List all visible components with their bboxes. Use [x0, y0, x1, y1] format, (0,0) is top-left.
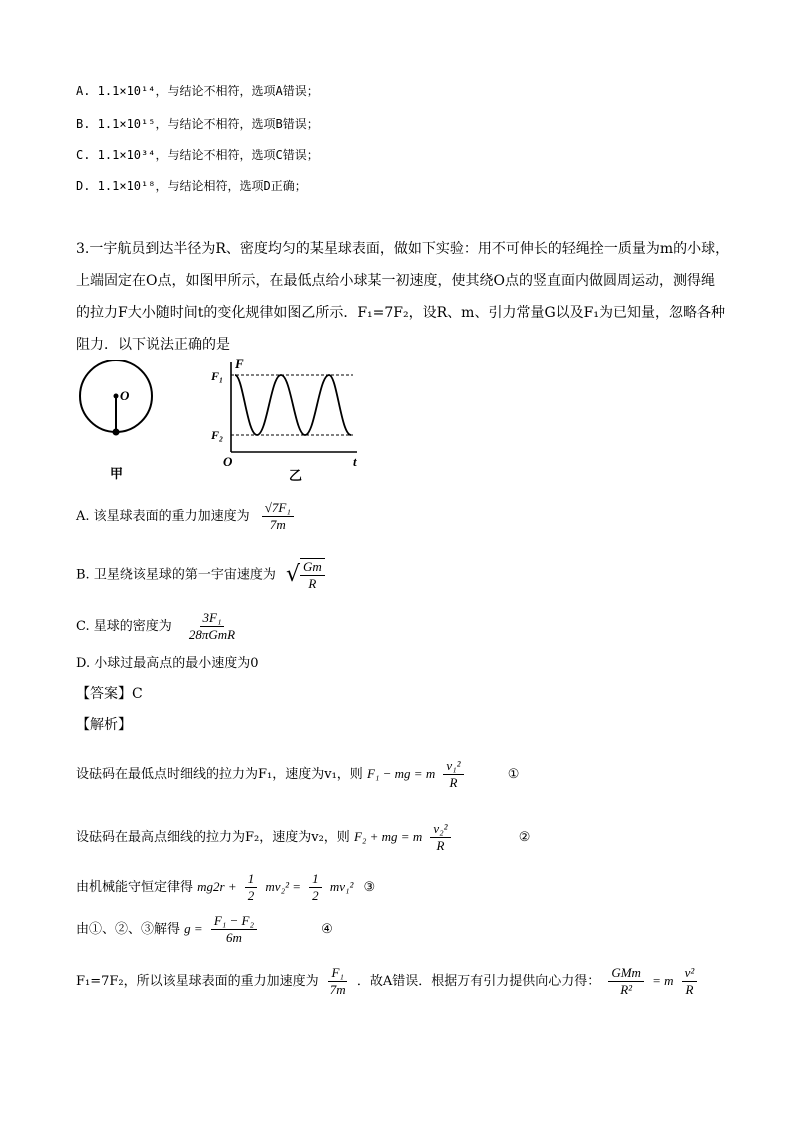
- choice-b-fraction: [300, 558, 325, 592]
- step-text: 设砝码在最低点时细线的拉力为F₁，速度为v₁，则: [76, 767, 363, 782]
- step-fraction: [608, 965, 644, 998]
- step-fraction: [443, 758, 463, 791]
- question-line-2: 上端固定在O点，如图甲所示，在最低点给小球某一初速度，使其绕O点的竖直面内做圆周运动，测得绳: [76, 273, 715, 289]
- step-equation: mv₁²: [329, 879, 354, 894]
- option-b-prev: [76, 115, 319, 134]
- fraction-denominator: R²: [620, 982, 633, 997]
- step-marker: ③: [363, 880, 376, 895]
- label-yi: 乙: [289, 469, 303, 484]
- label-o: O: [120, 388, 130, 403]
- step-fraction: [682, 965, 698, 998]
- analysis-step-5: [76, 962, 701, 1001]
- label-jia: 甲: [110, 467, 124, 482]
- fraction-numerator: F₁: [328, 965, 346, 982]
- step-marker: ②: [518, 830, 531, 845]
- analysis-title: 【解析】: [76, 717, 132, 733]
- step-equation: F₁ − mg = m: [366, 766, 436, 781]
- fraction-denominator: 28πGmR: [188, 627, 236, 642]
- fraction-denominator: 2: [247, 888, 255, 903]
- figure-yi: [205, 356, 365, 486]
- analysis-step-4: [76, 910, 333, 949]
- question-line-4: 阻力．以下说法正确的是: [76, 337, 230, 353]
- fraction-denominator: R: [436, 838, 445, 853]
- choice-b-text: B. 卫星绕该星球的第一宇宙速度为: [76, 567, 276, 583]
- half-fraction: [245, 871, 258, 904]
- fraction-numerator: v₁²: [443, 758, 463, 775]
- step-equation: mv₂² =: [265, 879, 302, 894]
- step-text: F₁=7F₂，所以该星球表面的重力加速度为: [76, 974, 319, 989]
- step-equation: = m: [652, 973, 674, 988]
- fraction-numerator: v₂²: [430, 821, 450, 838]
- step-equation: g =: [184, 921, 203, 936]
- fraction-numerator: v²: [682, 965, 698, 982]
- choice-b: [76, 556, 329, 595]
- label-f: F: [235, 356, 244, 371]
- fraction-denominator: 2: [312, 888, 319, 903]
- step-marker: ①: [507, 767, 520, 782]
- fraction-numerator: √7F₁: [262, 500, 294, 517]
- analysis-step-1: [76, 755, 519, 794]
- label-f1: F₁: [211, 369, 224, 383]
- choice-c-text: C. 星球的密度为: [76, 619, 172, 634]
- choice-a-fraction: [262, 500, 294, 533]
- figure-jia: [76, 360, 160, 485]
- answer: 【答案】C: [76, 686, 143, 702]
- choice-d: D. 小球过最高点的最小速度为0: [76, 656, 259, 671]
- option-text: B. 1.1×10¹⁵，与结论不相符，选项B错误；: [76, 117, 319, 131]
- choice-a: [76, 498, 298, 536]
- step-fraction: [430, 821, 450, 854]
- option-text: C. 1.1×10³⁴，与结论不相符，选项C错误；: [76, 148, 319, 162]
- fraction-numerator: GMm: [608, 965, 644, 982]
- question-line-1: 3.一宇航员到达半径为R、密度均匀的某星球表面，做如下实验：用不可伸长的轻绳拴一质量为m的小球，: [76, 241, 730, 257]
- analysis-step-3: [76, 868, 375, 907]
- step-fraction: [327, 965, 349, 998]
- step-fraction: [211, 913, 257, 946]
- fraction-numerator: F₁ − F₂: [211, 913, 257, 930]
- label-t: t: [353, 454, 357, 469]
- choice-c-fraction: [186, 610, 238, 643]
- fraction-numerator: 1: [245, 871, 258, 888]
- step-equation: mg2r +: [197, 879, 237, 894]
- step-marker: ④: [321, 922, 333, 937]
- fraction-denominator: R: [308, 576, 317, 591]
- option-c-prev: [76, 146, 319, 165]
- choice-a-text: A. 该星球表面的重力加速度为: [76, 509, 250, 524]
- question-line-3: 的拉力F大小随时间t的变化规律如图乙所示．F₁=7F₂，设R、m、引力常量G以及F₁为已知量，忽略各种: [76, 305, 725, 321]
- ball: [113, 429, 120, 436]
- fraction-denominator: 7m: [269, 517, 286, 532]
- step-text: ．故A错误．根据万有引力提供向心力得：: [356, 974, 601, 989]
- fraction-numerator: 3F₁: [200, 610, 225, 627]
- sqrt-icon: √: [285, 562, 300, 587]
- half-fraction: [309, 871, 322, 904]
- fraction-denominator: 6m: [225, 930, 242, 945]
- analysis-step-2: [76, 818, 530, 857]
- force-curve: [235, 375, 351, 435]
- label-f2: F₂: [211, 428, 224, 442]
- choice-c: [76, 608, 242, 646]
- fraction-denominator: R: [449, 775, 458, 790]
- fraction-numerator: 1: [309, 871, 322, 888]
- pivot-point: [114, 394, 119, 399]
- fraction-numerator: Gm: [300, 559, 325, 576]
- label-origin: O: [223, 454, 233, 469]
- option-a-prev: [76, 82, 319, 101]
- step-text: 设砝码在最高点细线的拉力为F₂，速度为v₂，则: [76, 830, 350, 845]
- option-d-prev: [76, 177, 307, 196]
- fraction-denominator: R: [685, 982, 694, 997]
- option-text: D. 1.1×10¹⁸，与结论相符，选项D正确；: [76, 179, 307, 193]
- step-text: 由机械能守恒定律得: [76, 880, 194, 895]
- fraction-denominator: 7m: [329, 982, 346, 997]
- option-text: A. 1.1×10¹⁴，与结论不相符，选项A错误；: [76, 84, 319, 98]
- step-equation: F₂ + mg = m: [353, 829, 423, 844]
- step-text: 由①、②、③解得: [76, 922, 181, 937]
